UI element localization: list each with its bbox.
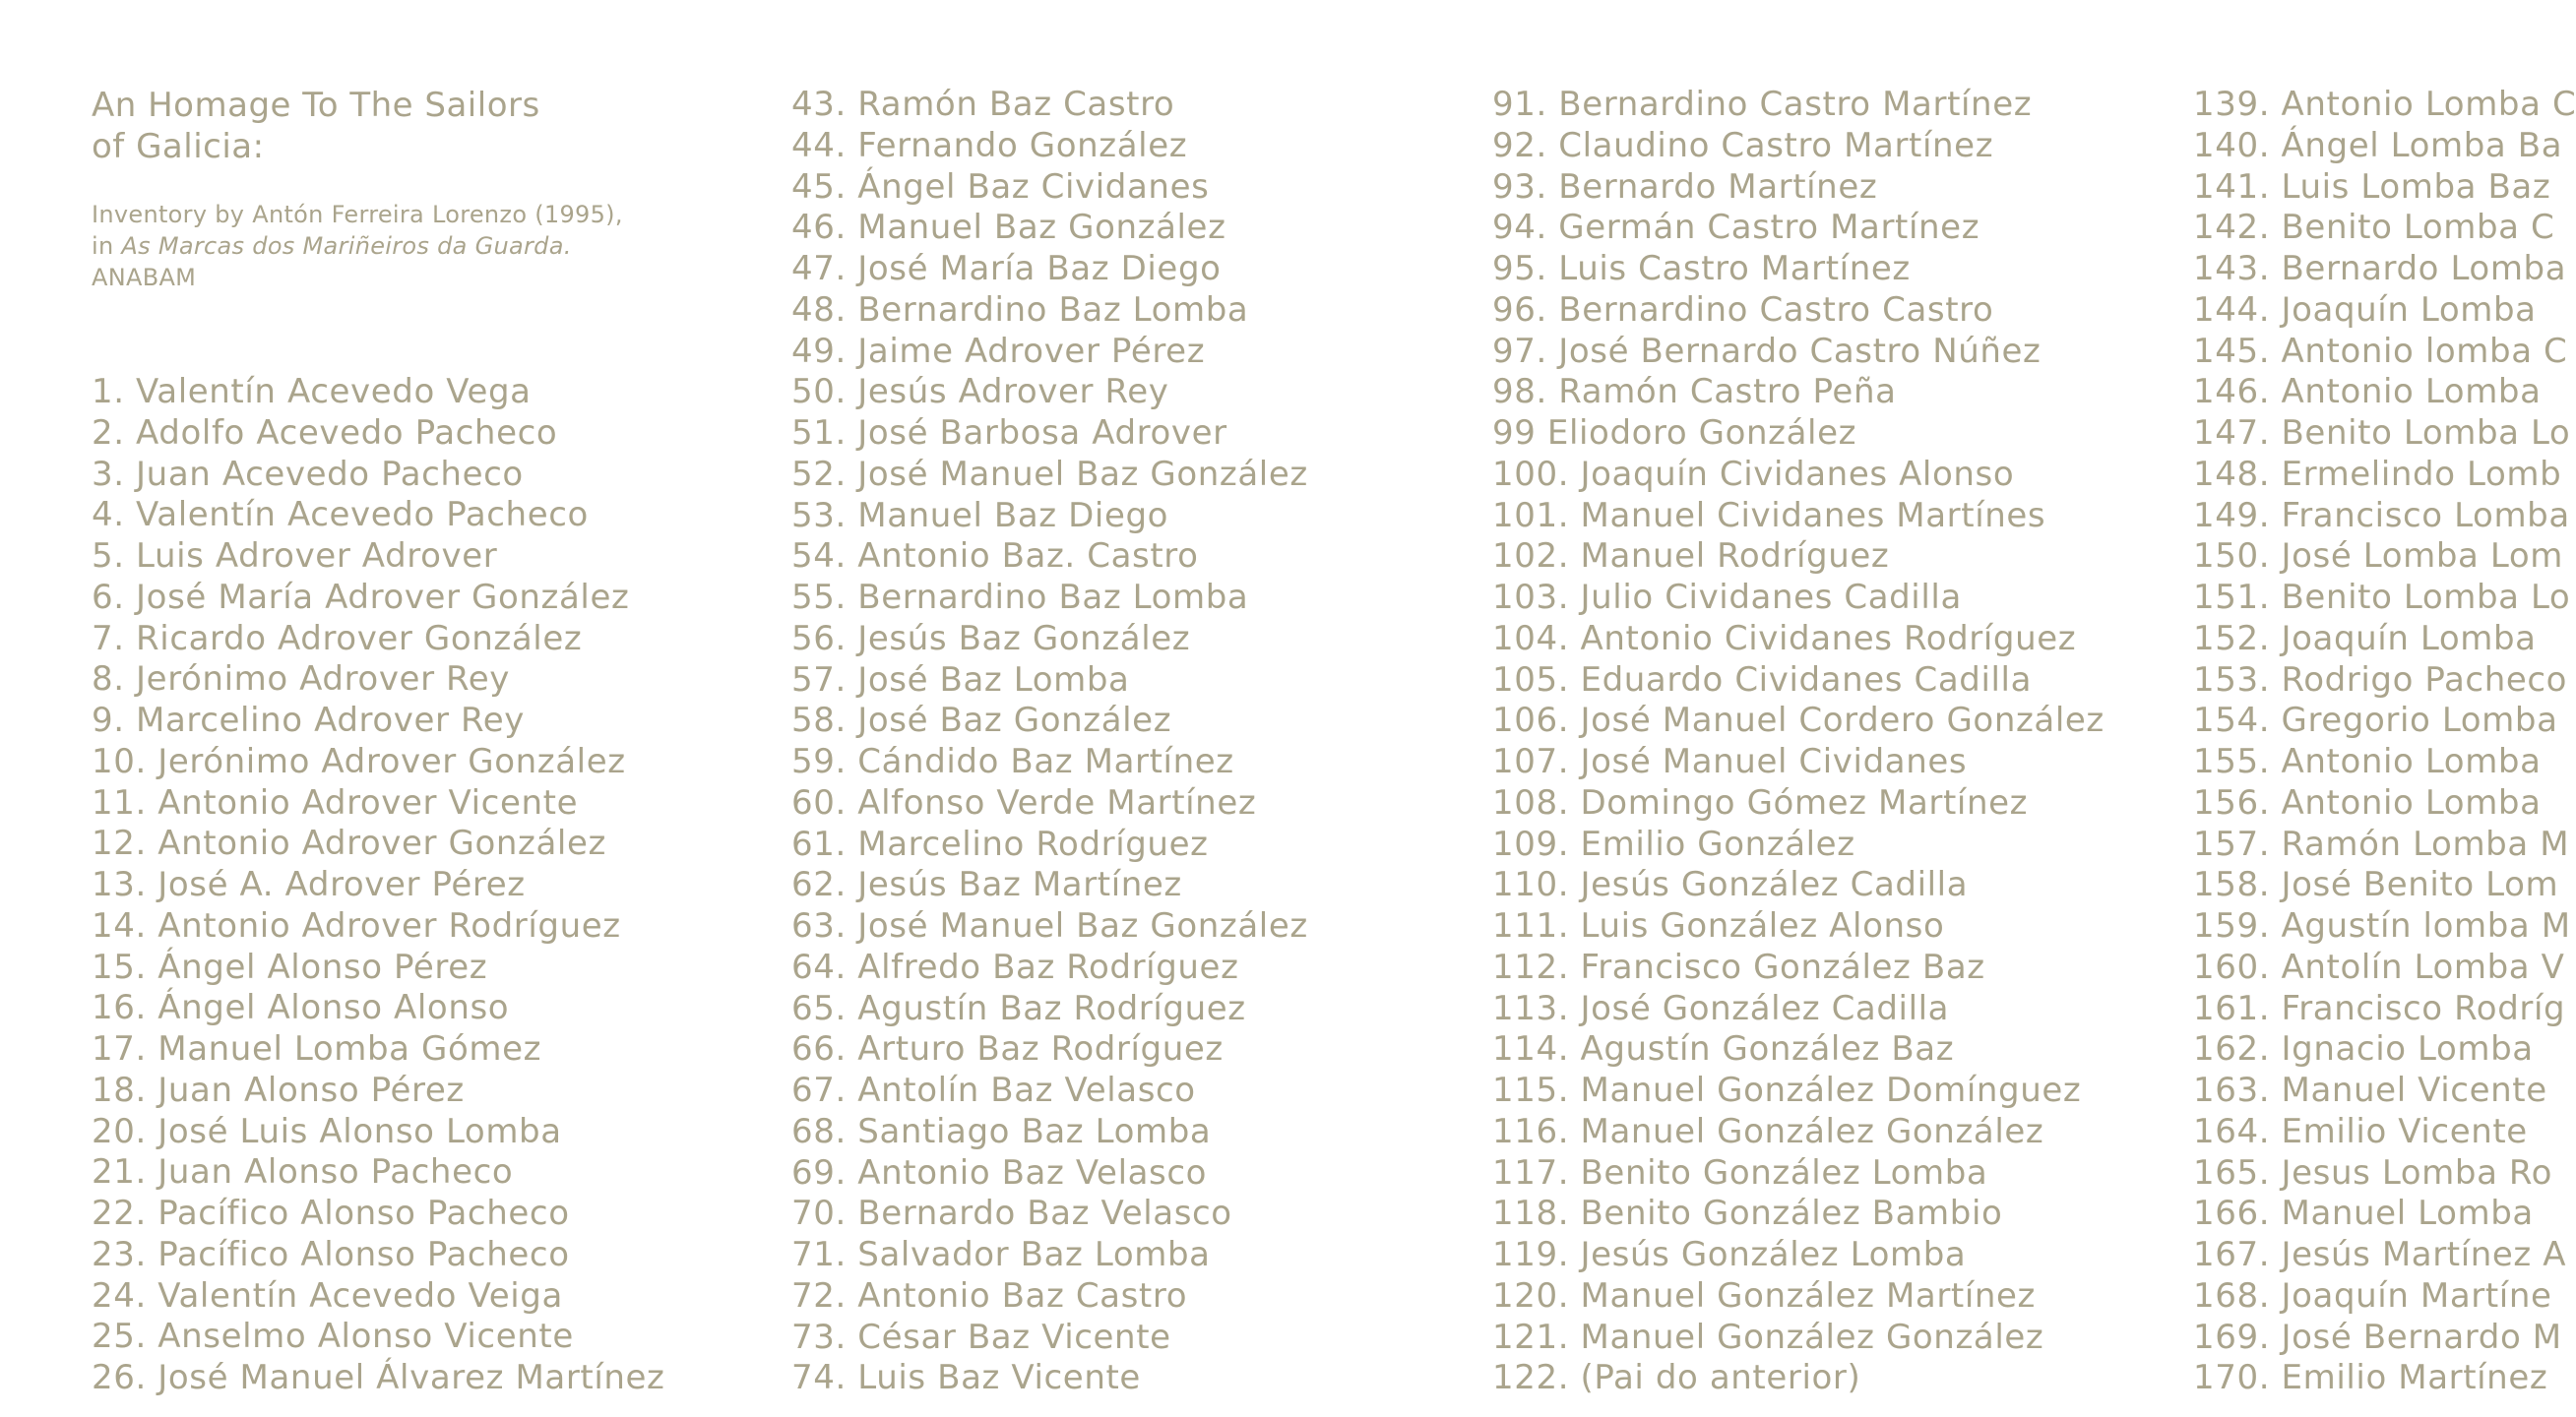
sailor-name: 140. Ángel Lomba Ba [2193,125,2563,165]
sailor-name: 157. Ramón Lomba M [2193,824,2570,864]
sailor-name: 10. Jerónimo Adrover González [92,741,626,781]
sailor-name: 55. Bernardino Baz Lomba [791,578,1249,617]
sailor-name: 17. Manuel Lomba Gómez [92,1029,542,1069]
sailor-name: 97. José Bernardo Castro Núñez [1492,331,2042,371]
sailor-name: 16. Ángel Alonso Alonso [92,988,510,1028]
sailor-name: 167. Jesús Martínez A [2193,1235,2567,1274]
sailor-name: 169. José Bernardo M [2193,1317,2562,1357]
sailor-name: 159. Agustín lomba M [2193,906,2571,946]
credit-prefix: in [92,232,122,260]
sailor-name: 1. Valentín Acevedo Vega [92,372,532,411]
sailor-name: 52. José Manuel Baz González [791,454,1308,494]
sailor-name: 23. Pacífico Alonso Pacheco [92,1234,570,1274]
sailor-name: 98. Ramón Castro Peña [1492,372,1897,412]
sailor-name: 151. Benito Lomba Lo [2193,578,2571,617]
credit-line-3: ANABAM [92,264,197,291]
sailor-name: 12. Antonio Adrover González [92,824,606,864]
sailor-name: 15. Ángel Alonso Pérez [92,947,488,987]
page-title [92,85,540,167]
sailor-name: 105. Eduardo Cividanes Cadilla [1492,659,2033,700]
sailor-name: 142. Benito Lomba C [2193,208,2555,248]
sailor-name: 118. Benito González Bambio [1492,1194,2003,1234]
sailor-name: 115. Manuel González Domínguez [1492,1071,2082,1110]
sailor-name: 43. Ramón Baz Castro [791,85,1175,124]
sailor-name: 139. Antonio Lomba C [2193,85,2576,124]
sailor-name: 9. Marcelino Adrover Rey [92,701,525,740]
sailor-name: 99 Eliodoro González [1492,413,1857,453]
sailor-name: 150. José Lomba Lom [2193,536,2563,577]
sailor-name: 146. Antonio Lomba [2193,372,2542,412]
sailor-name: 49. Jaime Adrover Pérez [791,331,1206,371]
sailor-name: 143. Bernardo Lomba [2193,249,2567,288]
sailor-name: 67. Antolín Baz Velasco [791,1071,1196,1110]
sailor-name: 107. José Manuel Cividanes [1492,742,1968,781]
sailor-name: 57. José Baz Lomba [791,659,1130,700]
sailor-name: 71. Salvador Baz Lomba [791,1235,1211,1274]
credit-line-1: Inventory by Antón Ferreira Lorenzo (1995), [92,201,623,228]
sailor-name: 11. Antonio Adrover Vicente [92,782,579,823]
title-line-1: An Homage To The Sailors [92,86,540,125]
sailor-name: 91. Bernardino Castro Martínez [1492,85,2033,124]
sailor-name: 68. Santiago Baz Lomba [791,1111,1212,1151]
sailor-name: 109. Emilio González [1492,824,1855,864]
sailor-name: 112. Francisco González Baz [1492,947,1985,987]
sailor-name: 7. Ricardo Adrover González [92,618,583,658]
sailor-name: 6. José María Adrover González [92,577,630,617]
sailor-name: 149. Francisco Lomba [2193,495,2570,535]
sailor-name: 73. César Baz Vicente [791,1317,1171,1357]
sailor-name: 69. Antonio Baz Velasco [791,1152,1208,1193]
sailor-name: 164. Emilio Vicente [2193,1111,2528,1151]
sailor-name: 5. Luis Adrover Adrover [92,536,498,576]
sailor-name: 47. José María Baz Diego [791,249,1222,288]
sailor-list-1 [92,372,665,1399]
sailor-name: 119. Jesús González Lomba [1492,1235,1967,1274]
title-line-2: of Galicia: [92,127,265,166]
sailor-name: 44. Fernando González [791,125,1188,165]
sailor-name: 18. Juan Alonso Pérez [92,1070,465,1110]
sailor-name: 22. Pacífico Alonso Pacheco [92,1194,570,1233]
sailor-name: 106. José Manuel Cordero González [1492,701,2105,741]
sailor-name: 103. Julio Cividanes Cadilla [1492,578,1962,617]
sailor-name: 158. José Benito Lom [2193,865,2559,905]
sailor-name: 170. Emilio Martínez [2193,1358,2548,1398]
sailor-name: 163. Manuel Vicente [2193,1071,2547,1110]
sailor-name: 144. Joaquín Lomba [2193,289,2537,330]
sailor-name: 145. Antonio lomba C [2193,331,2568,371]
sailor-name: 13. José A. Adrover Pérez [92,865,526,904]
sailor-name: 25. Anselmo Alonso Vicente [92,1317,574,1357]
sailor-name: 110. Jesús González Cadilla [1492,865,1969,905]
sailor-name: 93. Bernardo Martínez [1492,166,1878,207]
sailor-name: 2. Adolfo Acevedo Pacheco [92,412,558,453]
sailor-name: 21. Juan Alonso Pacheco [92,1152,514,1193]
sailor-name: 53. Manuel Baz Diego [791,495,1169,535]
sailor-name: 104. Antonio Cividanes Rodríguez [1492,618,2077,658]
sailor-name: 62. Jesús Baz Martínez [791,865,1182,905]
sailor-name: 8. Jerónimo Adrover Rey [92,659,510,700]
sailor-name: 51. José Barbosa Adrover [791,413,1227,453]
sailor-name: 3. Juan Acevedo Pacheco [92,454,524,494]
sailor-name: 50. Jesús Adrover Rey [791,372,1169,412]
sailor-name: 102. Manuel Rodríguez [1492,536,1890,577]
sailor-name: 153. Rodrigo Pacheco [2193,659,2568,700]
sailor-name: 117. Benito González Lomba [1492,1152,1988,1193]
sailor-name: 147. Benito Lomba Lo [2193,413,2571,453]
sailor-name: 65. Agustín Baz Rodríguez [791,988,1246,1028]
sailor-name: 20. José Luis Alonso Lomba [92,1111,562,1151]
sailor-name: 14. Antonio Adrover Rodríguez [92,905,621,946]
source-credit [92,199,623,293]
sailor-name: 162. Ignacio Lomba [2193,1029,2534,1070]
sailor-name: 96. Bernardino Castro Castro [1492,289,1994,330]
sailor-name: 160. Antolín Lomba V [2193,947,2565,987]
sailor-name: 166. Manuel Lomba [2193,1194,2534,1234]
sailor-name: 161. Francisco Rodríg [2193,988,2566,1028]
sailor-name: 48. Bernardino Baz Lomba [791,289,1249,330]
sailor-name: 59. Cándido Baz Martínez [791,742,1234,781]
sailor-name: 26. José Manuel Álvarez Martínez [92,1358,665,1397]
sailor-name: 63. José Manuel Baz González [791,906,1308,946]
sailor-name: 70. Bernardo Baz Velasco [791,1194,1232,1234]
sailor-list-4 [2193,85,2576,1399]
sailor-name: 152. Joaquín Lomba [2193,618,2537,658]
sailor-name: 60. Alfonso Verde Martínez [791,782,1257,823]
sailor-name: 108. Domingo Gómez Martínez [1492,782,2029,823]
sailor-name: 148. Ermelindo Lomb [2193,454,2562,494]
book-title: As Marcas dos Mariñeiros da Guarda. [121,232,572,260]
sailor-name: 122. (Pai do anterior) [1492,1358,1861,1398]
sailor-name: 24. Valentín Acevedo Veiga [92,1275,563,1316]
sailor-name: 58. José Baz González [791,701,1172,741]
sailor-list-3 [1492,85,2105,1399]
sailor-name: 66. Arturo Baz Rodríguez [791,1029,1224,1070]
sailor-name: 45. Ángel Baz Cividanes [791,166,1210,207]
sailor-name: 155. Antonio Lomba [2193,742,2542,781]
sailor-name: 64. Alfredo Baz Rodríguez [791,947,1239,987]
sailor-name: 116. Manuel González González [1492,1111,2044,1151]
sailor-name: 141. Luis Lomba Baz [2193,166,2551,207]
credit-line-2 [92,230,623,262]
sailor-name: 74. Luis Baz Vicente [791,1358,1141,1398]
sailor-name: 72. Antonio Baz Castro [791,1275,1188,1316]
sailor-list-2 [791,85,1308,1399]
sailor-name: 61. Marcelino Rodríguez [791,824,1209,864]
sailor-name: 168. Joaquín Martíne [2193,1275,2552,1316]
sailor-name: 46. Manuel Baz González [791,208,1226,248]
sailor-name: 121. Manuel González González [1492,1317,2044,1357]
sailor-name: 154. Gregorio Lomba [2193,701,2558,741]
sailor-name: 111. Luis González Alonso [1492,906,1945,946]
sailor-name: 95. Luis Castro Martínez [1492,249,1911,288]
sailor-name: 56. Jesús Baz González [791,618,1191,658]
sailor-name: 114. Agustín González Baz [1492,1029,1955,1070]
sailor-name: 120. Manuel González Martínez [1492,1275,2036,1316]
sailor-name: 156. Antonio Lomba [2193,782,2542,823]
sailor-name: 101. Manuel Cividanes Martínes [1492,495,2046,535]
sailor-name: 113. José González Cadilla [1492,988,1950,1028]
sailor-name: 165. Jesus Lomba Ro [2193,1152,2553,1193]
sailor-name: 4. Valentín Acevedo Pacheco [92,495,589,535]
sailor-name: 54. Antonio Baz. Castro [791,536,1199,577]
sailor-name: 94. Germán Castro Martínez [1492,208,1980,248]
sailor-name: 100. Joaquín Cividanes Alonso [1492,454,2015,494]
sailor-name: 92. Claudino Castro Martínez [1492,125,1994,165]
